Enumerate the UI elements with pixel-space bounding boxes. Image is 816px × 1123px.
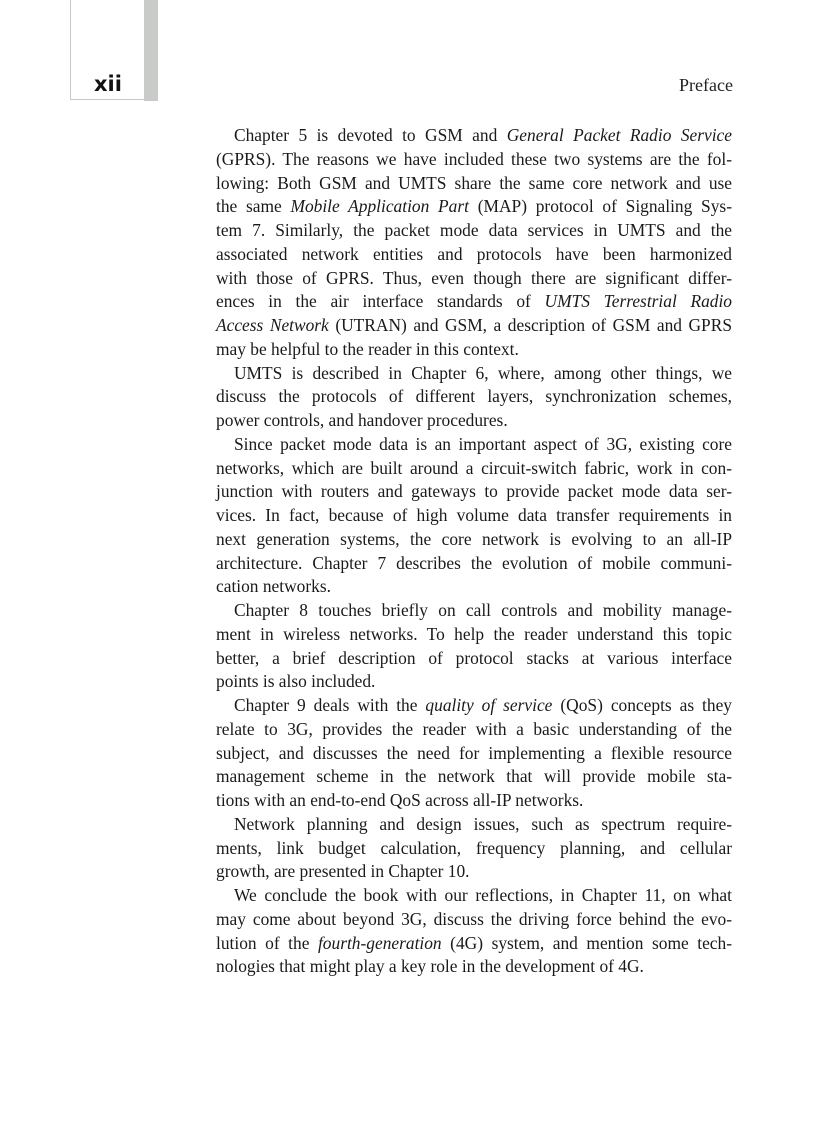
text-run: ences in the air interface standards of bbox=[216, 291, 545, 312]
text-run: (4G) system, and mention some tech- bbox=[441, 932, 732, 953]
paragraph bbox=[216, 694, 732, 813]
text-line bbox=[216, 813, 732, 837]
text-run: power controls, and handover procedures. bbox=[216, 410, 508, 430]
paragraph bbox=[216, 124, 732, 362]
italic-term: UMTS Terrestrial Radio bbox=[544, 291, 733, 312]
text-run: tem 7. Similarly, the packet mode data services in UMTS and the bbox=[216, 220, 732, 240]
text-line bbox=[216, 267, 732, 291]
body-text bbox=[216, 124, 732, 979]
text-line bbox=[216, 694, 732, 718]
page-number: xii bbox=[94, 72, 122, 96]
text-line bbox=[216, 552, 732, 576]
text-run: discuss the protocols of different layers, synchronization schemes, bbox=[216, 386, 732, 407]
text-line bbox=[216, 338, 732, 362]
text-line bbox=[216, 172, 732, 196]
text-line bbox=[216, 908, 732, 932]
text-line bbox=[216, 409, 732, 433]
text-line bbox=[216, 765, 732, 789]
text-run: may come about beyond 3G, discuss the driving force behind the evo- bbox=[216, 908, 732, 929]
text-line bbox=[216, 860, 732, 884]
text-run: We conclude the book with our reflections, in Chapter 11, on what bbox=[234, 885, 732, 905]
italic-term: fourth-generation bbox=[317, 932, 442, 953]
text-run: networks, which are built around a circuit-switch fabric, work in con- bbox=[216, 457, 732, 478]
italic-term: Access Network bbox=[216, 315, 329, 335]
text-run: Chapter 5 is devoted to GSM and bbox=[234, 125, 507, 145]
text-line bbox=[216, 884, 732, 908]
text-line bbox=[216, 789, 732, 813]
paragraph bbox=[216, 813, 732, 884]
text-run: UMTS is described in Chapter 6, where, among other things, we bbox=[234, 362, 732, 383]
header-gray-band bbox=[144, 0, 158, 101]
text-run: relate to 3G, provides the reader with a basic understanding of the bbox=[216, 718, 732, 739]
text-line bbox=[216, 647, 732, 671]
text-run: (QoS) concepts as they bbox=[552, 695, 733, 715]
paragraph bbox=[216, 884, 732, 979]
text-run: architecture. Chapter 7 describes the evolution of mobile communi- bbox=[216, 552, 732, 573]
text-run: (UTRAN) and GSM, a description of GSM and GPRS bbox=[328, 315, 732, 335]
text-line bbox=[216, 575, 732, 599]
text-run: Network planning and design issues, such as spectrum require- bbox=[234, 813, 732, 834]
text-run: points is also included. bbox=[216, 671, 376, 692]
text-line bbox=[216, 457, 732, 481]
text-run: ments, link budget calculation, frequency planning, and cellular bbox=[216, 837, 732, 858]
paragraph bbox=[216, 599, 732, 694]
text-run: (GPRS). The reasons we have included these two systems are the fol- bbox=[216, 148, 732, 169]
text-run: the same bbox=[216, 196, 291, 217]
text-line bbox=[216, 932, 732, 956]
text-line bbox=[216, 290, 732, 314]
italic-term: quality of service bbox=[425, 695, 553, 715]
paragraph bbox=[216, 433, 732, 599]
text-run: growth, are presented in Chapter 10. bbox=[216, 861, 470, 882]
text-run: nologies that might play a key role in the development of 4G. bbox=[216, 956, 644, 977]
text-run: Chapter 9 deals with the bbox=[234, 695, 426, 715]
paragraph bbox=[216, 362, 732, 433]
text-run: cation networks. bbox=[216, 576, 331, 597]
text-run: vices. In fact, because of high volume data transfer requirements in bbox=[216, 505, 732, 525]
text-line bbox=[216, 837, 732, 861]
text-run: lowing: Both GSM and UMTS share the same core network and use bbox=[216, 172, 732, 193]
text-run: better, a brief description of protocol stacks at various interface bbox=[216, 647, 732, 668]
text-line bbox=[216, 195, 732, 219]
text-line bbox=[216, 528, 732, 552]
text-line bbox=[216, 385, 732, 409]
text-run: next generation systems, the core network is evolving to an all-IP bbox=[216, 528, 732, 549]
text-run: Chapter 8 touches briefly on call controls and mobility manage- bbox=[234, 600, 732, 620]
text-line bbox=[216, 219, 732, 243]
text-line bbox=[216, 243, 732, 267]
text-run: subject, and discusses the need for implementing a flexible resource bbox=[216, 742, 732, 763]
italic-term: Mobile Application Part bbox=[290, 196, 469, 217]
text-line bbox=[216, 742, 732, 766]
text-run: lution of the bbox=[216, 932, 318, 953]
text-line bbox=[216, 718, 732, 742]
text-line bbox=[216, 623, 732, 647]
text-line bbox=[216, 670, 732, 694]
text-run: tions with an end-to-end QoS across all-IP networks. bbox=[216, 790, 584, 810]
text-run: associated network entities and protocols have been harmonized bbox=[216, 243, 732, 264]
text-run: Since packet mode data is an important aspect of 3G, existing core bbox=[234, 433, 732, 454]
text-line bbox=[216, 433, 732, 457]
text-run: may be helpful to the reader in this context. bbox=[216, 338, 519, 359]
text-run: with those of GPRS. Thus, even though there are significant differ- bbox=[216, 267, 732, 288]
text-line bbox=[216, 124, 732, 148]
text-line bbox=[216, 314, 732, 338]
text-run: (MAP) protocol of Signaling Sys- bbox=[468, 196, 732, 217]
text-run: ment in wireless networks. To help the reader understand this topic bbox=[216, 623, 732, 644]
italic-term: General Packet Radio Service bbox=[506, 125, 732, 145]
text-line bbox=[216, 504, 732, 528]
text-run: management scheme in the network that will provide mobile sta- bbox=[216, 766, 732, 787]
text-run: junction with routers and gateways to provide packet mode data ser- bbox=[216, 481, 732, 502]
text-line bbox=[216, 148, 732, 172]
text-line bbox=[216, 599, 732, 623]
text-line bbox=[216, 362, 732, 386]
running-title: Preface bbox=[679, 75, 733, 95]
text-line bbox=[216, 480, 732, 504]
text-line bbox=[216, 955, 732, 979]
